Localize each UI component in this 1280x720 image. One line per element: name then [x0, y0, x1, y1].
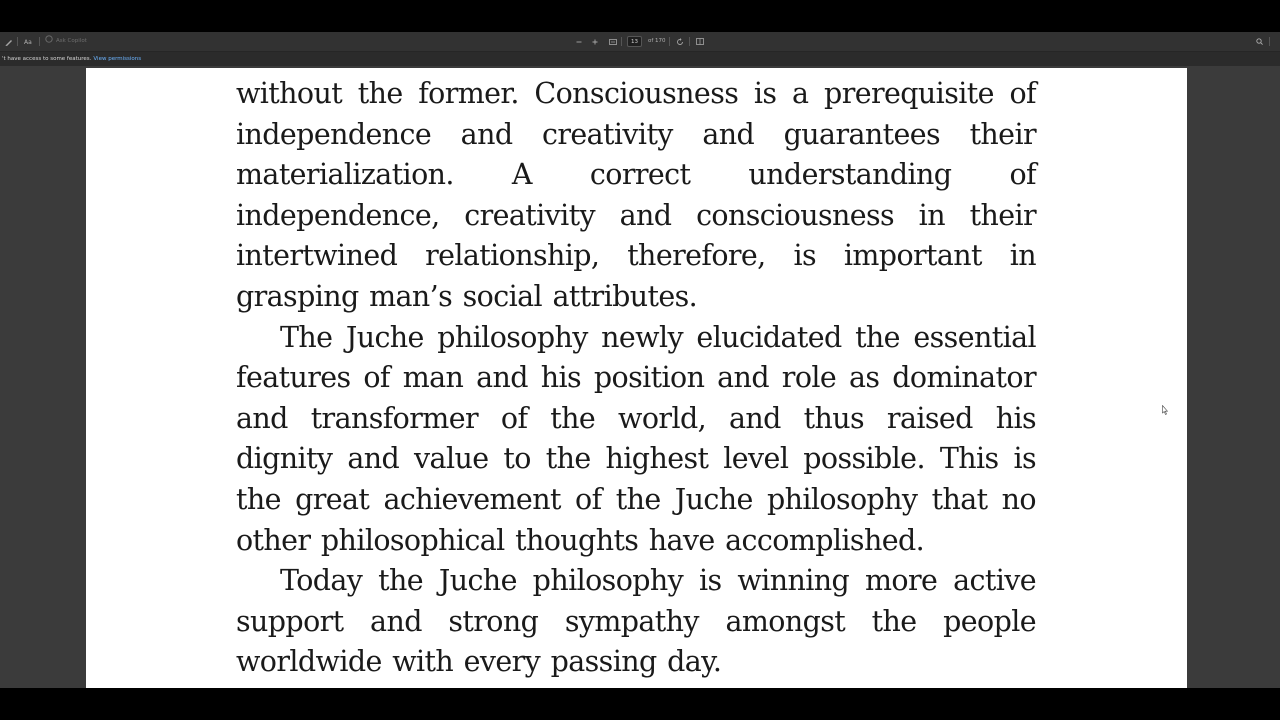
bottom-letterbox — [0, 688, 1280, 720]
permissions-notice-bar — [0, 52, 1280, 66]
view-permissions-link[interactable]: View permissions — [93, 56, 142, 62]
toolbar-divider — [17, 37, 18, 46]
copilot-icon — [45, 35, 53, 48]
svg-text:Aa: Aa — [23, 39, 32, 45]
page-total-label: of 170 — [648, 38, 666, 44]
paragraph: Today the Juche philosophy is winning more active support and strong sympathy amongst the people worldwide with every passing day. — [236, 564, 1036, 679]
page-text — [236, 74, 1036, 683]
page-number-input[interactable]: 13 — [627, 36, 642, 47]
top-letterbox — [0, 0, 1280, 32]
toolbar-divider — [1269, 37, 1270, 46]
zoom-out-icon[interactable] — [575, 36, 583, 47]
zoom-in-icon[interactable] — [591, 36, 599, 47]
paragraph: without the former. Consciousness is a prerequisite of independence and creativity and guarantees their materialization. A correct understanding of independence, creativity and consciousness in their intertwined relationship, therefore, is important in grasping man’s social attributes. — [236, 77, 1036, 313]
draw-icon[interactable] — [4, 36, 13, 47]
search-icon[interactable] — [1255, 36, 1264, 47]
text-icon[interactable] — [23, 36, 33, 47]
rotate-icon[interactable] — [675, 36, 684, 47]
toolbar-divider — [689, 37, 690, 46]
fit-page-icon[interactable] — [608, 36, 617, 47]
ask-copilot-input[interactable] — [45, 36, 87, 47]
paragraph: The Juche philosophy newly elucidated the essential features of man and his position and role as dominator and transformer of the world, and thus raised his dignity and value to the highest level possible. This is the great achievement of the Juche philosophy that no other philosophical thoughts have accomplished. — [236, 320, 1036, 557]
toolbar-divider — [39, 37, 40, 46]
toolbar-divider — [621, 37, 622, 46]
mouse-cursor-icon — [1162, 400, 1168, 410]
ask-copilot-placeholder: Ask Copilot — [56, 38, 87, 44]
pdf-page — [86, 68, 1187, 688]
notice-text: 't have access to some features. — [2, 56, 92, 62]
pdf-toolbar — [0, 32, 1280, 52]
page-view-icon[interactable] — [695, 36, 704, 47]
toolbar-divider — [669, 37, 670, 46]
